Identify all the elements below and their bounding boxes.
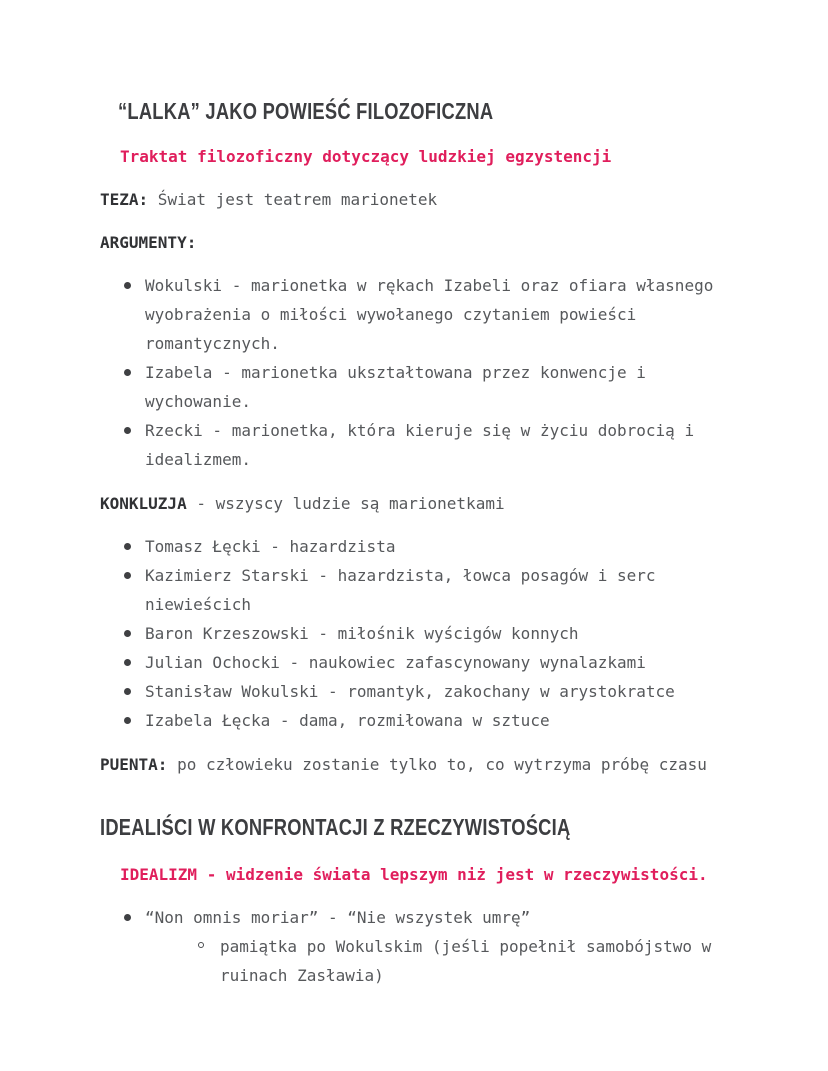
idealizm-sublist — [145, 932, 740, 990]
teza-line — [100, 185, 740, 214]
puenta-line — [100, 750, 740, 779]
list-item-text: Wokulski - marionetka w rękach Izabeli oraz ofiara własnego wyobrażenia o miłości wywołanego czytaniem powieści romantycznych. — [145, 276, 714, 353]
section1-subtitle: Traktat filozoficzny dotyczący ludzkiej egzystencji — [120, 147, 612, 166]
list-item — [145, 903, 740, 990]
idealizm-list — [100, 903, 740, 990]
list-item — [145, 416, 740, 474]
teza-label: TEZA: — [100, 190, 149, 209]
konkluzja-label: KONKLUZJA — [100, 494, 187, 513]
list-item-text: Julian Ochocki - naukowiec zafascynowany wynalazkami — [145, 653, 646, 672]
argumenty-label: ARGUMENTY: — [100, 233, 197, 252]
list-item-text: Baron Krzeszowski - miłośnik wyścigów konnych — [145, 624, 579, 643]
puenta-text: po człowieku zostanie tylko to, co wytrzyma próbę czasu — [167, 755, 707, 774]
sub-list-item — [220, 932, 740, 990]
list-item-text: Izabela Łęcka - dama, rozmiłowana w sztuce — [145, 711, 550, 730]
list-item — [145, 271, 740, 358]
list-item — [145, 561, 740, 619]
postacie-list — [100, 532, 740, 735]
list-item — [145, 532, 740, 561]
list-item-text: Stanisław Wokulski - romantyk, zakochany w arystokratce — [145, 682, 675, 701]
puenta-label: PUENTA: — [100, 755, 168, 774]
list-item — [145, 358, 740, 416]
list-item — [145, 677, 740, 706]
section2-title — [100, 812, 740, 842]
argumenty-list — [100, 271, 740, 474]
konkluzja-text: - wszyscy ludzie są marionetkami — [186, 494, 505, 513]
list-item-text: Tomasz Łęcki - hazardzista — [145, 537, 396, 556]
section1-title — [118, 96, 740, 126]
argumenty-line — [100, 228, 740, 257]
list-item — [145, 706, 740, 735]
list-item-text: “Non omnis moriar” - “Nie wszystek umrę” — [145, 908, 531, 927]
section2-title-text: IDEALIŚCI W KONFRONTACJI Z RZECZYWISTOŚCIĄ — [100, 814, 571, 840]
list-item — [145, 619, 740, 648]
konkluzja-line — [100, 489, 740, 518]
teza-text: Świat jest teatrem marionetek — [148, 190, 438, 209]
list-item-text: Izabela - marionetka ukształtowana przez konwencje i wychowanie. — [145, 363, 646, 411]
section1-title-text: “LALKA” JAKO POWIEŚĆ FILOZOFICZNA — [118, 98, 494, 124]
list-item-text: Kazimierz Starski - hazardzista, łowca posagów i serc niewieścich — [145, 566, 656, 614]
list-item-text: Rzecki - marionetka, która kieruje się w życiu dobrocią i idealizmem. — [145, 421, 695, 469]
list-item — [145, 648, 740, 677]
section2-subtitle: IDEALIZM - widzenie świata lepszym niż jest w rzeczywistości. — [120, 865, 708, 884]
sub-list-item-text: pamiątka po Wokulskim (jeśli popełnił samobójstwo w ruinach Zasławia) — [220, 937, 712, 985]
